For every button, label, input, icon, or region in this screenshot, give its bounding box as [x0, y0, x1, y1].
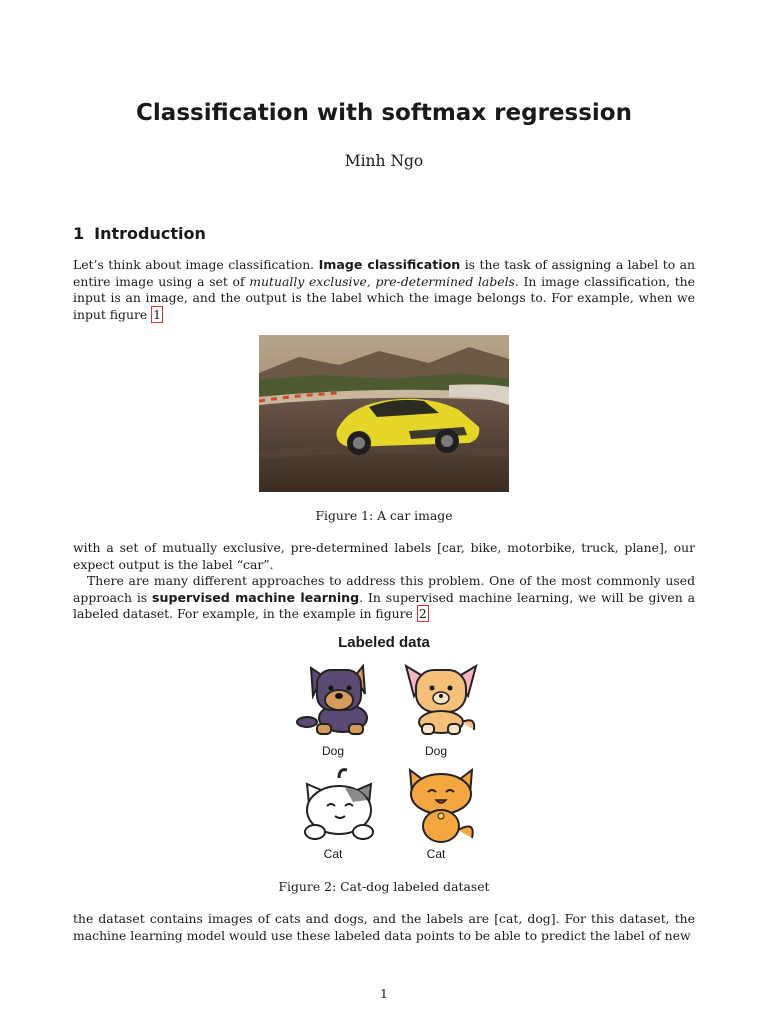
text: is the task of assigning a label to an entire image using a set of — [73, 257, 695, 289]
cat-white-illustration — [295, 766, 385, 846]
section-title: Introduction — [94, 224, 206, 243]
author-name: Minh Ngo — [344, 152, 424, 170]
italic-term: mutually exclusive, pre-determined labels — [249, 273, 515, 289]
figure-2-caption: Figure 2: Cat-dog labeled dataset — [278, 879, 490, 894]
figure-1-link[interactable]: 1 — [153, 307, 162, 323]
dog-dark-illustration — [293, 656, 383, 736]
bold-term: supervised machine learning — [152, 589, 360, 605]
text: . In image classification, the input is an image, and the output is the label which the image belongs to. For example, when we input figure — [73, 273, 695, 323]
dog-light-illustration — [396, 656, 486, 736]
figure-2-link[interactable]: 2 — [418, 606, 427, 622]
section-number: 1 — [73, 224, 85, 243]
text: There are many different approaches to address this problem. One of the most commonly used approach is — [73, 573, 695, 605]
cat-orange-illustration — [396, 764, 486, 844]
label-cat-2: Cat — [426, 847, 446, 861]
label-dog-2: Dog — [424, 744, 447, 758]
paper-title: Classification with softmax regression — [136, 100, 632, 126]
paragraph-dataset: the dataset contains images of cats and dogs, and the labels are [cat, dog]. For this dataset, the machine learning model would use these labeled data points to be able to predict the label of new — [73, 911, 695, 943]
car-image — [259, 335, 509, 492]
label-cat-1: Cat — [323, 847, 343, 861]
label-dog-1: Dog — [321, 744, 344, 758]
paragraph-supervised — [73, 573, 695, 623]
figure-1-caption: Figure 1: A car image — [315, 508, 453, 523]
text: . In supervised machine learning, we will be given a labeled dataset. For example, in the example in figure — [73, 589, 695, 622]
paragraph-expected-output: with a set of mutually exclusive, pre-determined labels [car, bike, motorbike, truck, plane], our expect output is the label “car”. — [73, 540, 695, 572]
bold-term: Image classification — [318, 257, 461, 272]
section-heading — [73, 224, 206, 243]
figure-2-heading: Labeled data — [338, 634, 430, 651]
paragraph-intro — [73, 257, 695, 324]
page-number: 1 — [380, 986, 388, 1001]
text: Let’s think about image classification. — [73, 257, 315, 272]
